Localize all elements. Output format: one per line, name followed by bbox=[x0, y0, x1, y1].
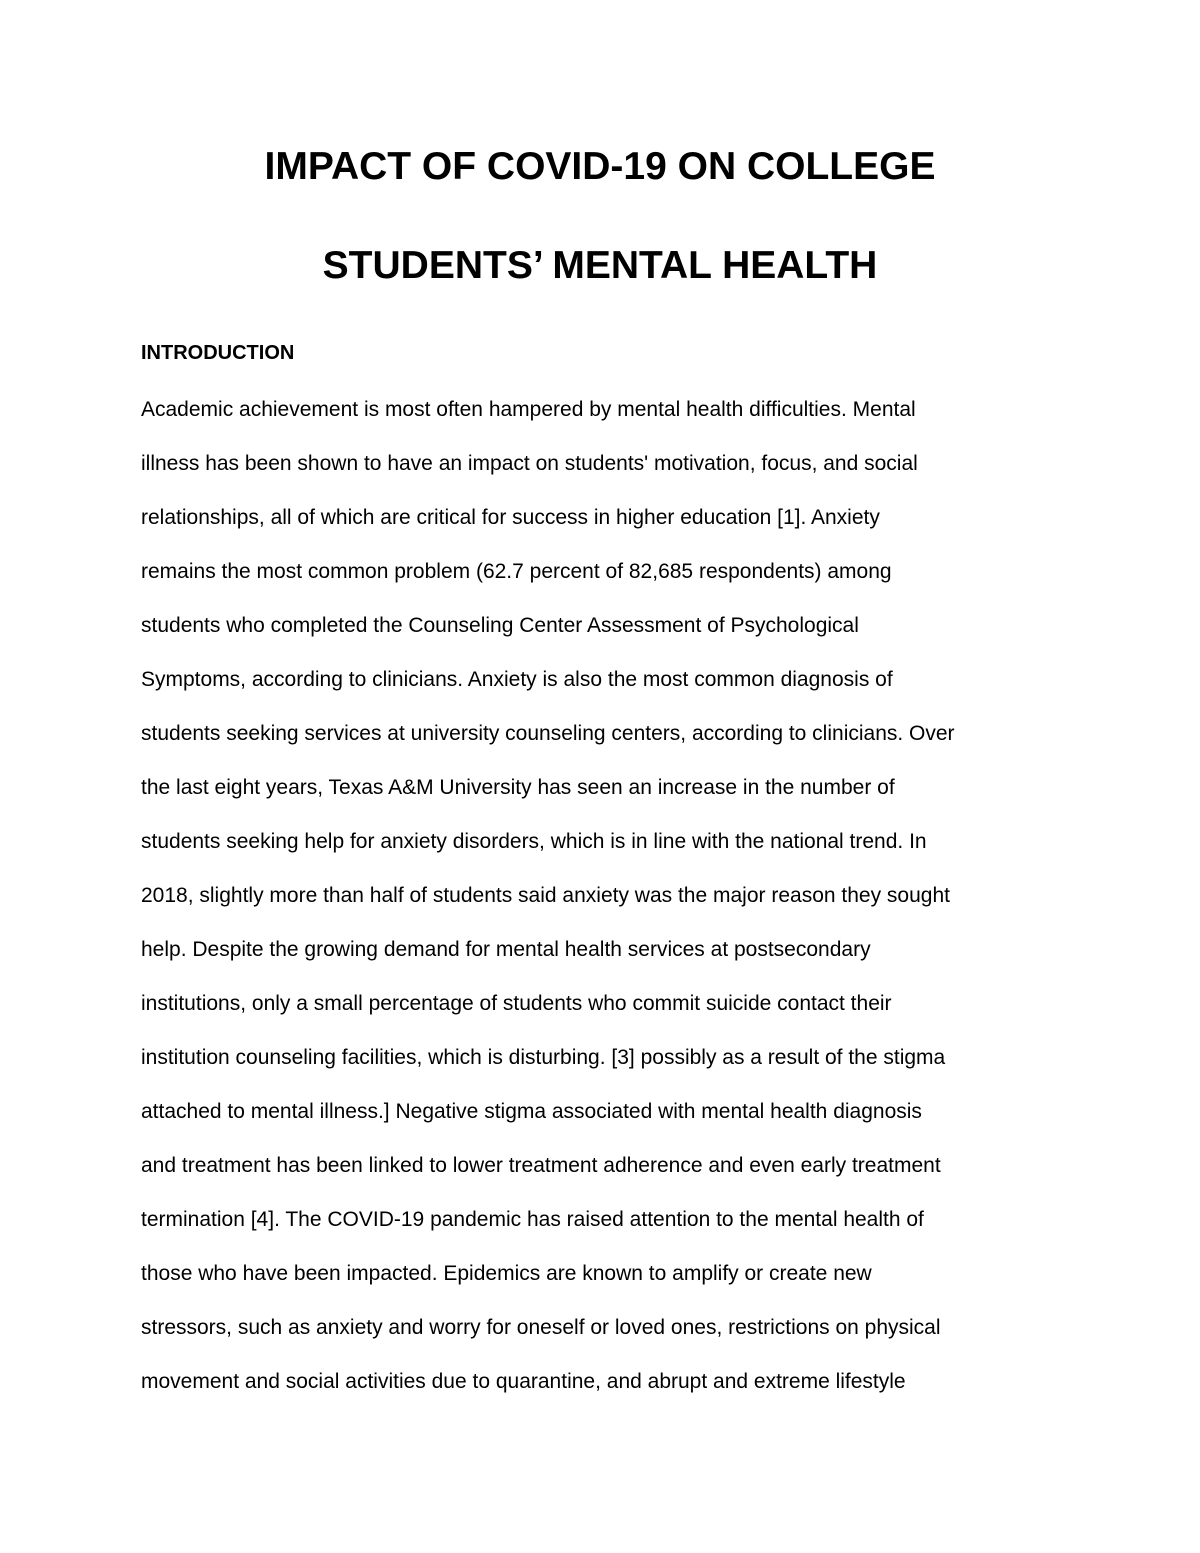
body-line: remains the most common problem (62.7 percent of 82,685 respondents) among bbox=[141, 560, 892, 583]
body-line: movement and social activities due to quarantine, and abrupt and extreme lifestyle bbox=[141, 1370, 906, 1393]
section-heading-introduction: INTRODUCTION bbox=[141, 342, 295, 364]
body-line: Academic achievement is most often hampered by mental health difficulties. Mental bbox=[141, 398, 916, 421]
body-line: 2018, slightly more than half of students said anxiety was the major reason they sought bbox=[141, 884, 950, 907]
body-line: stressors, such as anxiety and worry for oneself or loved ones, restrictions on physical bbox=[141, 1316, 941, 1339]
document-title-line-2: STUDENTS’ MENTAL HEALTH bbox=[322, 244, 878, 287]
body-line: institution counseling facilities, which is disturbing. [3] possibly as a result of the stigma bbox=[141, 1046, 946, 1069]
document-title-line-1: IMPACT OF COVID-19 ON COLLEGE bbox=[264, 145, 936, 188]
body-line: students seeking services at university counseling centers, according to clinicians. Over bbox=[141, 722, 955, 745]
body-line: termination [4]. The COVID-19 pandemic has raised attention to the mental health of bbox=[141, 1208, 924, 1231]
body-line: and treatment has been linked to lower treatment adherence and even early treatment bbox=[141, 1154, 941, 1177]
body-line: students seeking help for anxiety disorders, which is in line with the national trend. In bbox=[141, 830, 927, 853]
body-line: the last eight years, Texas A&M University has seen an increase in the number of bbox=[141, 776, 895, 799]
body-line: relationships, all of which are critical for success in higher education [1]. Anxiety bbox=[141, 506, 880, 529]
body-line: illness has been shown to have an impact on students' motivation, focus, and social bbox=[141, 452, 918, 475]
body-line: attached to mental illness.] Negative stigma associated with mental health diagnosis bbox=[141, 1100, 922, 1123]
body-line: those who have been impacted. Epidemics are known to amplify or create new bbox=[141, 1262, 872, 1285]
body-line: help. Despite the growing demand for mental health services at postsecondary bbox=[141, 938, 871, 961]
introduction-paragraph bbox=[141, 394, 1081, 1420]
body-line: Symptoms, according to clinicians. Anxiety is also the most common diagnosis of bbox=[141, 668, 893, 691]
body-line: institutions, only a small percentage of students who commit suicide contact their bbox=[141, 992, 892, 1015]
body-line: students who completed the Counseling Center Assessment of Psychological bbox=[141, 614, 859, 637]
